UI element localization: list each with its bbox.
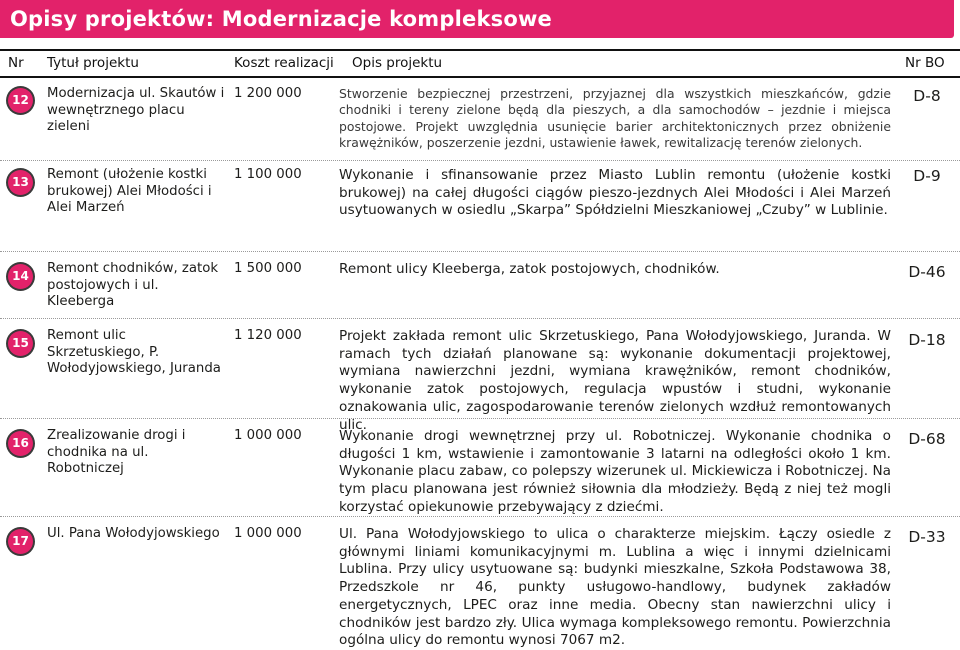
project-bo-number: D-9 — [913, 167, 941, 185]
project-cost: 1 000 000 — [234, 526, 302, 541]
header-bottom-rule — [0, 76, 960, 78]
project-title: Modernizacja ul. Skautów i wewnętrznego placu zieleni — [47, 86, 225, 134]
project-description: Stworzenie bezpiecznej przestrzeni, przyjaznej dla wszystkich mieszkańców, gdzie chodniki i tereny zielone będą dla pieszych, a dla samochodów – jezdnie i miejsca postojowe. Projekt uwzględnia usunięcie barier architektonicznych przez obniżenie krawężników, poszerzenie jezdni, ustawienie ławek, rewitalizację terenów zielonych. — [339, 86, 891, 150]
project-cost: 1 000 000 — [234, 428, 302, 443]
row-number-badge: 12 — [8, 88, 33, 113]
project-bo-number: D-33 — [908, 528, 946, 546]
column-header-nr-bo: Nr BO — [905, 55, 945, 71]
project-cost: 1 100 000 — [234, 167, 302, 182]
column-header-description: Opis projektu — [352, 55, 443, 71]
row-divider — [0, 516, 960, 517]
project-title: Zrealizowanie drogi i chodnika na ul. Robotniczej — [47, 428, 186, 476]
row-number-badge: 13 — [8, 170, 33, 195]
project-description: Wykonanie drogi wewnętrznej przy ul. Robotniczej. Wykonanie chodnika o długości 1 km, wstawienie i zamontowanie 3 latarni na odległości około 1 km. Wykonanie placu zabaw, co polepszy wizerunek ul. Mickiewicza i Robotniczej. Na tym placu planowana jest również siłownia dla młodzieży. Będą z niej też mogli korzystać opiekunowie przebywający z dziećmi. — [339, 428, 891, 515]
header-top-rule — [0, 49, 960, 51]
column-header-cost: Koszt realizacji — [234, 55, 334, 71]
project-bo-number: D-46 — [908, 263, 946, 281]
project-cost: 1 200 000 — [234, 86, 302, 101]
row-number-badge: 14 — [8, 264, 33, 289]
page-title: Opisy projektów: Modernizacje kompleksowe — [10, 7, 552, 31]
project-description: Ul. Pana Wołodyjowskiego to ulica o charakterze miejskim. Łączy osiedle z głównymi liniami komunikacyjnymi m. Lublina a więc i innymi dzielnicami Lublina. Przy ulicy usytuowane są: budynki mieszkalne, Szkoła Podstawowa 38, Przedszkole nr 46, punkty usługowo-handlowy, budynek zakładów energetycznych, LPEC oraz inne media. Obecny stan nawierzchni ulicy i chodników jest bardzo zły. Ulica wymaga kompleksowego remontu. Powierzchnia ogólna ulicy do remontu wynosi 7067 m2. — [339, 526, 891, 649]
project-description: Projekt zakłada remont ulic Skrzetuskiego, Pana Wołodyjowskiego, Juranda. W ramach tych działań planowane są: wykonanie dokumentacji projektowej, wymiana nawierzchni jezdni, wymiana krawężników, remont chodników, wykonanie zatok postojowych, regulacja wpustów i studni, wykonanie oznakowania ulic, zagospodarowanie terenów zielonych wzdłuż remontowanych ulic. — [339, 328, 891, 433]
row-divider — [0, 251, 960, 252]
column-header-nr: Nr — [8, 55, 24, 71]
title-bar — [0, 0, 954, 38]
column-header-title: Tytuł projektu — [47, 55, 139, 71]
row-divider — [0, 318, 960, 319]
row-number-badge: 16 — [8, 431, 33, 456]
project-description: Remont ulicy Kleeberga, zatok postojowych, chodników. — [339, 261, 720, 277]
row-divider — [0, 160, 960, 161]
project-bo-number: D-8 — [913, 87, 941, 105]
project-bo-number: D-18 — [908, 331, 946, 349]
project-title: Remont chodników, zatok postojowych i ul. Kleeberga — [47, 261, 219, 309]
row-divider — [0, 418, 960, 419]
project-title: Remont ulic Skrzetuskiego, P. Wołodyjowskiego, Juranda — [47, 328, 221, 376]
project-cost: 1 120 000 — [234, 328, 302, 343]
project-description: Wykonanie i sfinansowanie przez Miasto Lublin remontu (ułożenie kostki brukowej) na całej długości ciągów pieszo-jezdnych Alei Młodości i Alei Marzeń usytuowanych w osiedlu „Skarpa” Spółdzielni Mieszkaniowej „Czuby” w Lublinie. — [339, 167, 891, 219]
project-cost: 1 500 000 — [234, 261, 302, 276]
project-title: Remont (ułożenie kostki brukowej) Alei Młodości i Alei Marzeń — [47, 167, 212, 215]
project-bo-number: D-68 — [908, 430, 946, 448]
row-number-badge: 17 — [8, 529, 33, 554]
project-title: Ul. Pana Wołodyjowskiego — [47, 526, 220, 541]
row-number-badge: 15 — [8, 331, 33, 356]
